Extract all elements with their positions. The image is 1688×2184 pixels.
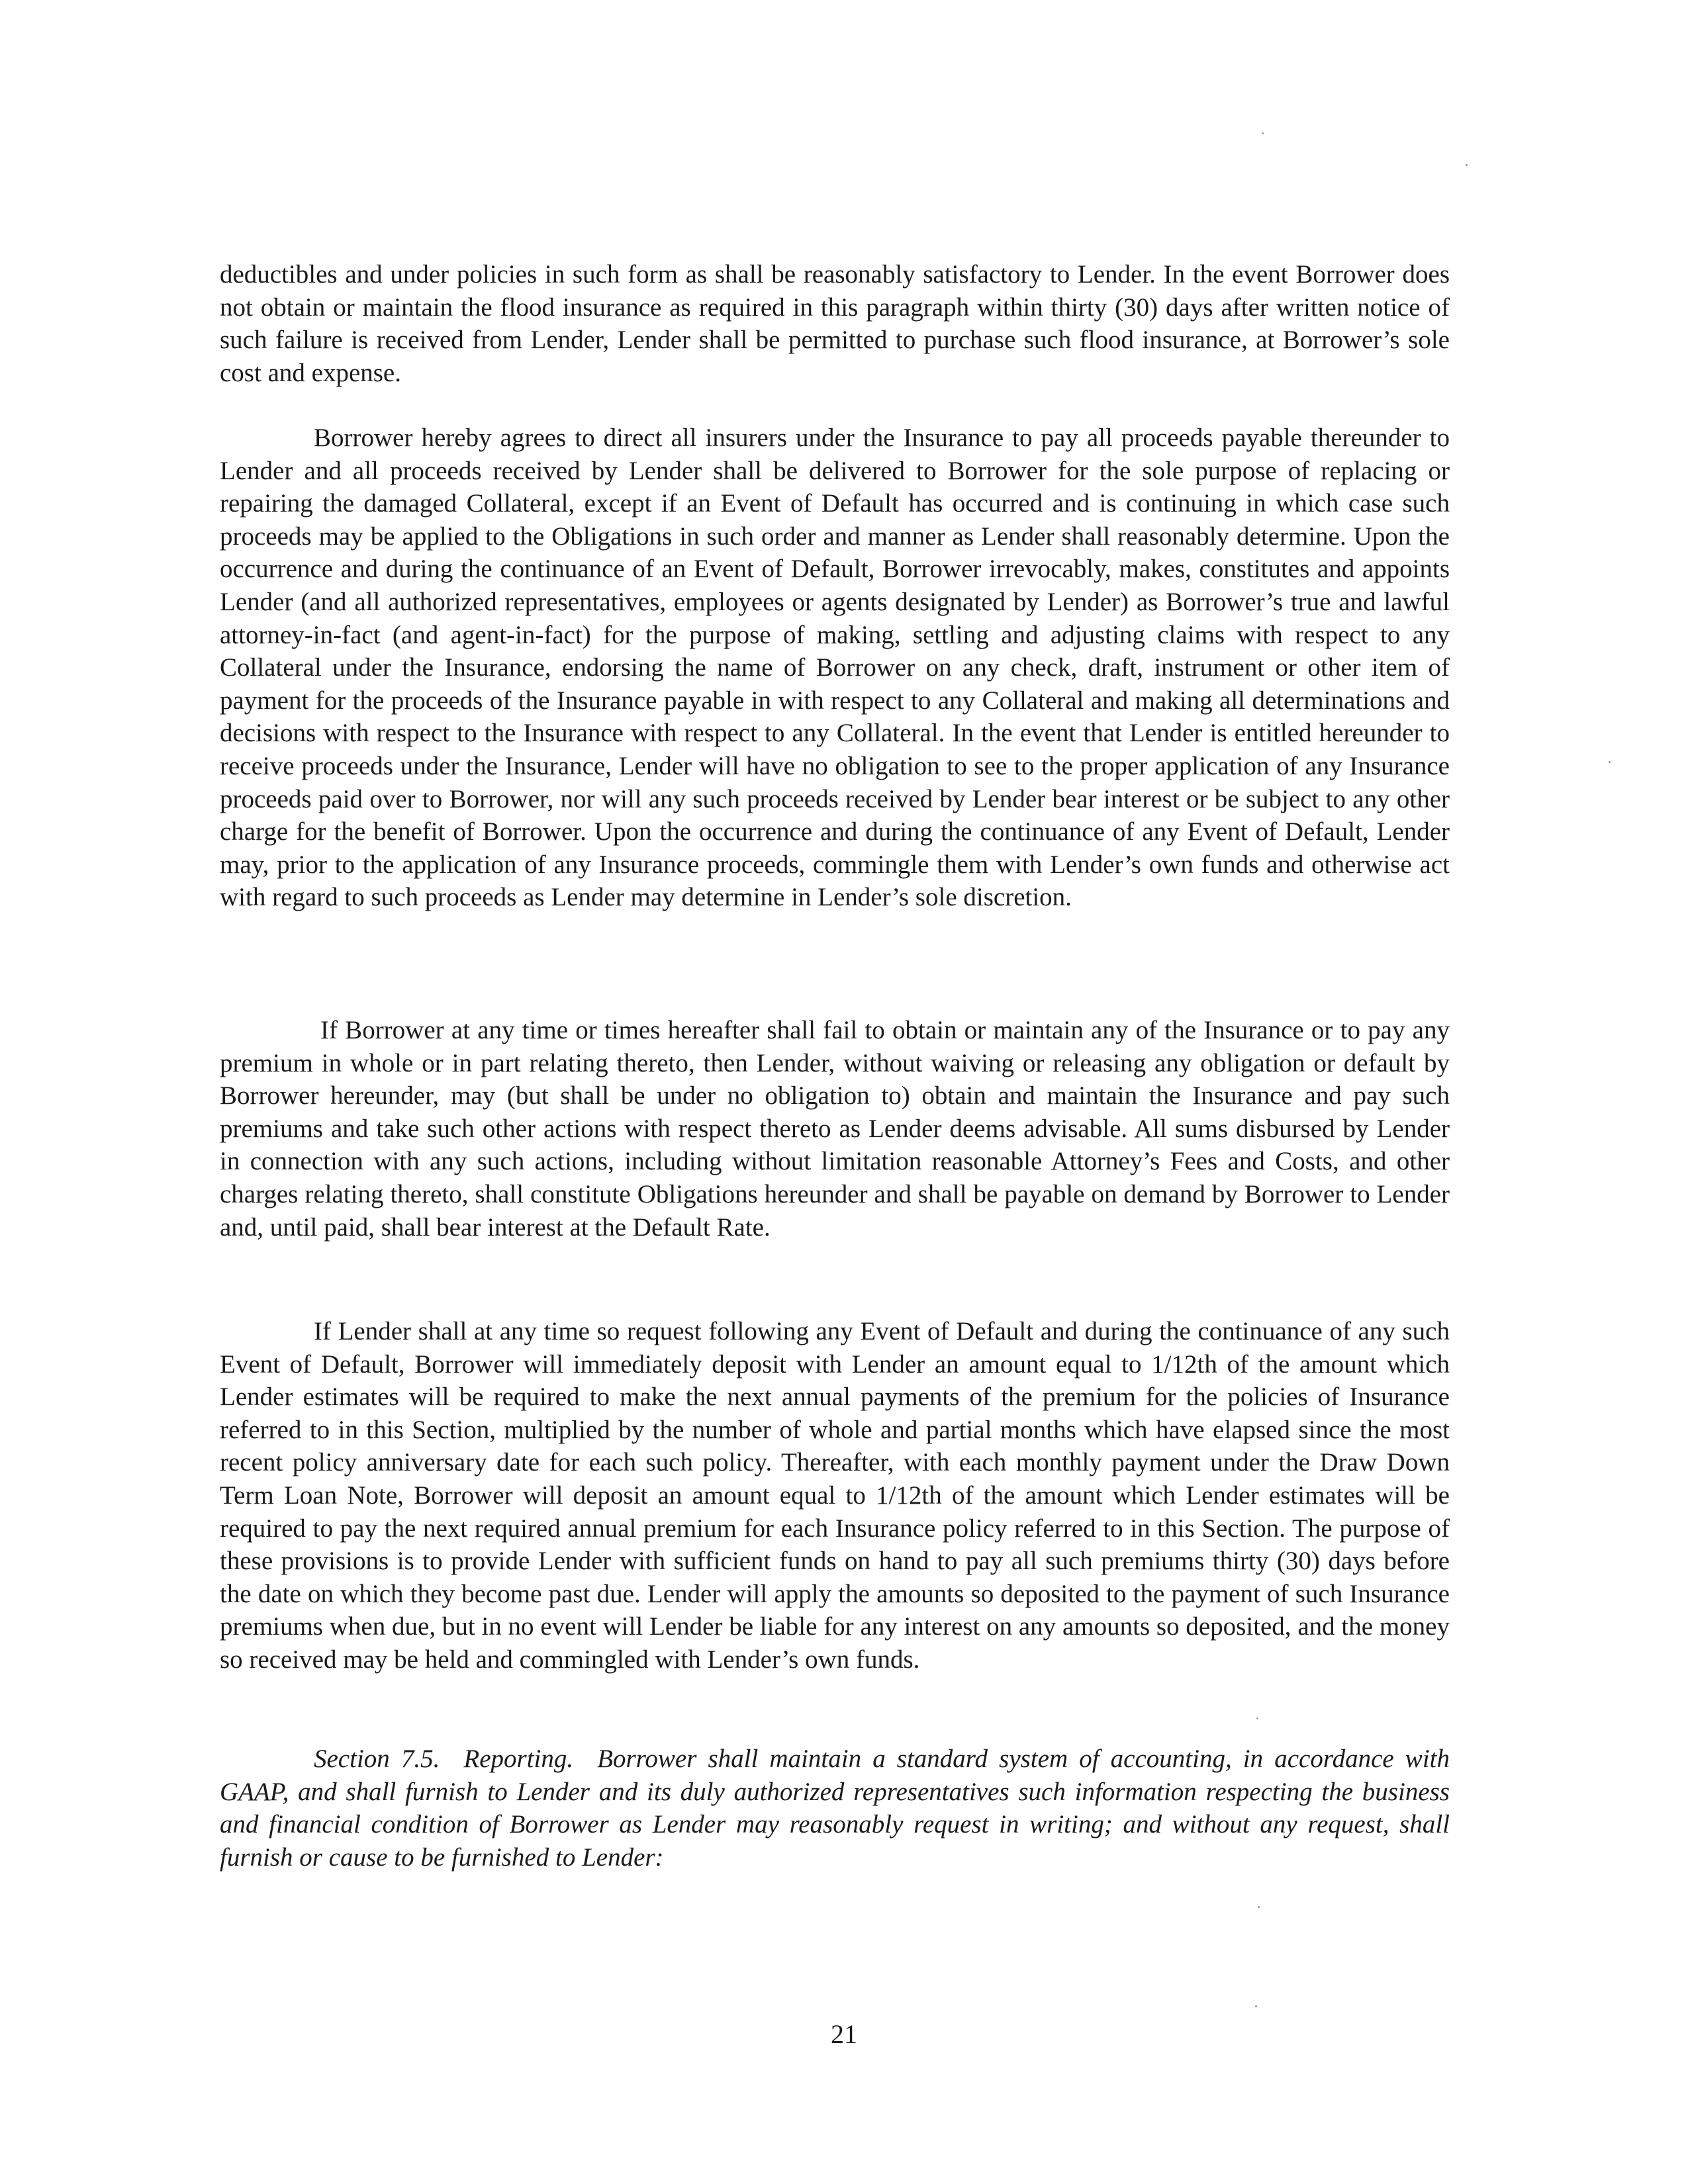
scan-speck	[1258, 1906, 1260, 1908]
section-7-5-reporting	[220, 1743, 1450, 1874]
section-text: Borrower shall maintain a standard system of accounting, in accordance with GAAP, and shall furnish to Lender and its duly authorized representatives such information respecting the business and financial condition of Borrower as Lender may reasonably request in writing; and without any request, shall furnish or cause to be furnished to Lender:	[220, 1745, 1450, 1872]
page-number: 21	[831, 2019, 857, 2049]
paragraph-insurance-proceeds: Borrower hereby agrees to direct all insurers under the Insurance to pay all proceeds payable thereunder to Lender and all proceeds received by Lender shall be delivered to Borrower for the sole purpose of replacing or repairing the damaged Collateral, except if an Event of Default has occurred and is continuing in which case such proceeds may be applied to the Obligations in such order and manner as Lender shall reasonably determine. Upon the occurrence and during the continuance of an Event of Default, Borrower irrevocably, makes, constitutes and appoints Lender (and all authorized representatives, employees or agents designated by Lender) as Borrower’s true and lawful attorney-in-fact (and agent-in-fact) for the purpose of making, settling and adjusting claims with respect to any Collateral under the Insurance, endorsing the name of Borrower on any check, draft, instrument or other item of payment for the proceeds of the Insurance payable in with respect to any Collateral and making all determinations and decisions with respect to the Insurance with respect to any Collateral. In the event that Lender is entitled hereunder to receive proceeds under the Insurance, Lender will have no obligation to see to the proper application of any Insurance proceeds paid over to Borrower, nor will any such proceeds received by Lender bear interest or be subject to any other charge for the benefit of Borrower. Upon the occurrence and during the continuance of any Event of Default, Lender may, prior to the application of any Insurance proceeds, commingle them with Lender’s own funds and otherwise act with regard to such proceeds as Lender may determine in Lender’s sole discretion.	[220, 424, 1450, 912]
paragraph-premium-deposits: If Lender shall at any time so request following any Event of Default and during the continuance of any such Event of Default, Borrower will immediately deposit with Lender an amount equal to 1/12th of the amount which Lender estimates will be required to make the next annual payments of the premium for the policies of Insurance referred to in this Section, multiplied by the number of whole and partial months which have elapsed since the most recent policy anniversary date for each such policy. Thereafter, with each monthly payment under the Draw Down Term Loan Note, Borrower will deposit an amount equal to 1/12th of the amount which Lender estimates will be required to pay the next required annual premium for each Insurance policy referred to in this Section. The purpose of these provisions is to provide Lender with sufficient funds on hand to pay all such premiums thirty (30) days before the date on which they become past due. Lender will apply the amounts so deposited to the payment of such Insurance premiums when due, but in no event will Lender be liable for any interest on any amounts so deposited, and the money so received may be held and commingled with Lender’s own funds.	[220, 1317, 1450, 1674]
scan-speck	[1256, 1717, 1258, 1719]
scan-speck	[1255, 2005, 1257, 2007]
scan-speck	[1609, 761, 1611, 763]
section-number: Section 7.5.	[314, 1745, 440, 1773]
scan-speck	[1262, 132, 1264, 134]
scan-speck	[1466, 164, 1468, 166]
section-title: Reporting.	[463, 1745, 574, 1773]
paragraph-failure-to-maintain-insurance: If Borrower at any time or times hereafter shall fail to obtain or maintain any of the Insurance or to pay any premium in whole or in part relating thereto, then Lender, without waiving or releasing any obligation or default by Borrower hereunder, may (but shall be under no obligation to) obtain and maintain the Insurance and pay such premiums and take such other actions with respect thereto as Lender deems advisable. All sums disbursed by Lender in connection with any such actions, including without limitation reasonable Attorney’s Fees and Costs, and other charges relating thereto, shall constitute Obligations hereunder and shall be payable on demand by Borrower to Lender and, until paid, shall bear interest at the Default Rate.	[220, 1016, 1450, 1242]
paragraph-flood-insurance-continued: deductibles and under policies in such form as shall be reasonably satisfactory to Lender. In the event Borrower does not obtain or maintain the flood insurance as required in this paragraph within thirty (30) days after written notice of such failure is received from Lender, Lender shall be permitted to purchase such flood insurance, at Borrower’s sole cost and expense.	[220, 260, 1450, 387]
